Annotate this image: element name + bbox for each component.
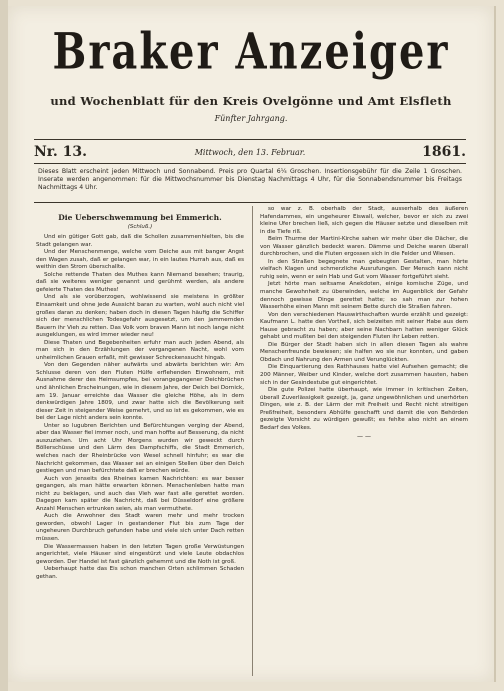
masthead-subtitle: und Wochenblatt für den Kreis Ovelgönne und Amt Elsfleth <box>50 94 452 108</box>
column-divider <box>252 206 253 676</box>
paragraph: Und der Menschenmenge, welche vom Deiche aus mit banger Angst den Wagen zusah, daß er gelangen war, in ein lautes Hurrah aus, daß es weithin den Strom überschallte. <box>36 249 244 271</box>
masthead-title: Braker Anzeiger <box>52 22 450 81</box>
paragraph: Auch die Anwohner des Stadt waren mehr und mehr trocken geworden, obwohl Lager in gestandener Flut bis zum Tage der ungeheuren Durchbruch gefunden habe und viele sich unter Dach retten müssen. <box>36 513 244 542</box>
header-rule-top <box>34 139 466 140</box>
paragraph: so war z. B. oberhalb der Stadt, ausserhalb des äußeren Hafendammes, ein ungeheurer Eiswall, welcher, bevor er sich zu zwei kleine Ufer brechen ließ, sich gegen die Häuser setzte und dieselben mit in die Tiefe riß. <box>260 206 468 235</box>
article-continuation: (Schluß.) <box>127 223 153 230</box>
paragraph: Die Wassermassen haben in den letzten Tagen große Verwüstungen angerichtet, viele Häuser sind eingestürzt und viele Leute obdachlos geworden. Der Handel ist fast gänzlich gehemmt und die Noth ist groß. <box>36 543 244 565</box>
issue-date: Mittwoch, den 13. Februar. <box>194 148 306 157</box>
edition-line: Fünfter Jahrgang. <box>214 114 288 123</box>
subscription-notice: Dieses Blatt erscheint jeden Mittwoch und Sonnabend. Preis pro Quartal 6¼ Groschen. Insertionsgebühr für die Zeile 1 Groschen. Inserate werden angenommen: für die Mittwochsnummer bis Dienstag Nachmittags 4 Uhr, für die Sonnabendsnummer bis Freitags Nachmittags 4 Uhr. <box>38 168 462 192</box>
issue-number: Nr. 13. <box>34 144 87 160</box>
paragraph: Und ein gütiger Gott gab, daß die Schollen zusammenhielten, bis die Stadt gelangen war. <box>36 234 244 248</box>
article-column-right <box>260 206 468 442</box>
notice-rule <box>34 202 466 203</box>
paragraph: Die Einquartierung des Rathhauses hatte viel Aufsehen gemacht; die 200 Männer, Weiber und Kinder, welche dort zusammen hausten, haben sich in der Gesindestube gut eingerichtet. <box>260 364 468 386</box>
article-column-left <box>36 214 244 581</box>
paragraph: Von den verschiedenen Hauswirthschaften wurde erzählt und gezeigt: Kaufmann L. hatte den Vortheil, sich beizeiten mit seiner Habe aus dem Hause gebracht zu haben; aber seine Nachbarn hatten weniger Glück gehabt und mußten bei den steigenden Fluten ihr Leben retten. <box>260 311 468 341</box>
paragraph: Auch von jenseits des Rheines kamen Nachrichten: es war besser gegangen, als man hätte erwarten können. Menschenleben hatte man nicht zu beklagen, und auch das Vieh war fast alle gerettet worden. Dagegen kam später die Nachricht, daß bei Düsseldorf eine größere Anzahl Menschen ertrunken seien, als man vermuthete. <box>36 475 244 512</box>
paragraph: Von den Gegenden näher aufwärts und abwärts berichten wir: Am Schlusse deren von den Fluten Hülfe erflehenden Einwohnern, mit Ausnahme derer des Heimsumpfes, bei vorangegangener Deichbrüchen und ähnlichen Erscheinungen, wie in diesem Jahre, der Deich bei Dornick, am 19. Januar erreichte das Wasser die gleiche Höhe, als in dem denkwürdigen Jahre 1809, und zwar hatte sich die Bevölkerung seit dieser Zeit in steigender Weise gemehrt, und so ist es gekommen, wie es bei der Lage nicht anders sein konnte. <box>36 362 244 422</box>
right-paragraphs <box>260 206 468 432</box>
paragraph: Solche rettende Thaten des Muthes kann Niemand besehen; traurig, daß sie weiteres weniger genannt und gerühmt werden, als andere gefeierte Thaten des Muthes! <box>36 271 244 293</box>
paragraph: Die gute Polizei hatte überhaupt, wie immer in kritischen Zeiten, überall Zuverlässigkeit gezeigt, ja, ganz ungewöhnlichen und unerhörten Dingen, wie z. B. der Lärm der mit Freiheit und Recht nicht streitigen Preßfreiheit, besonders Abhülfe geschafft und damit die von Behörden gezeigte Vorsicht zu würdigen gewußt; es fehlte also nicht an einem Bedarf des Volkes. <box>260 387 468 431</box>
paragraph: Diese Thaten und Begebenheiten erfuhr man auch jeden Abend, als man sich in den Erzählungen der vergangenen Nacht, wohl vom unheimlichen Grauen erfaßt, mit gewisser Schreckenssucht hingab. <box>36 339 244 361</box>
paragraph: Und als sie vorüberzogen, wohlwissend sie meistens in größter Einsamkeit und ohne jede Aussicht baran zu warten, wohl auch nicht viel großes daran zu denken; haben doch in diesen Tagen häufig die Schiffer sich der menschlichen Todesgefahr ausgesetzt, um den jammernden Bauern ihr Vieh zu retten. Das Volk vom braven Mann ist noch lange nicht ausgeklungen, es wird immer wieder neu! <box>36 294 244 339</box>
paragraph: Die Bürger der Stadt haben sich in allen diesen Tagen als wahre Menschenfreunde bewiesen; sie halfen wo sie nur konnten, und gaben Obdach und Nahrung den Armen und Verunglückten. <box>260 341 468 363</box>
paragraph: Ueberhaupt hatte das Eis schon manchen Orten schlimmen Schaden gethan. <box>36 566 244 580</box>
page-edge <box>0 0 8 691</box>
newspaper-page <box>8 6 496 682</box>
header-rule-bottom <box>34 163 466 164</box>
paragraph: Unter so lugubren Berichten und Befürchtungen verging der Abend, aber das Wasser fiel immer noch, und man hoffte auf Besserung, da nicht auszuziehen. Um acht Uhr Morgens wurden wir geweckt durch Böllerschüsse und den Lärm des Dampfschiffs, die Stadt Emmerich, welches nach der Rheinbrücke von Wesel schnell hinfuhr; es war die Nachricht gekommen, das Wasser sei an einigen Stellen über den Deich gestiegen und man befürchtete daß er brechen würde. <box>36 422 244 475</box>
end-mark: — — <box>357 433 371 441</box>
issue-year: 1861. <box>422 144 466 160</box>
paragraph: Beim Thurme der Martini-Kirche sahen wir mehr über die Dächer, die von Wasser gänzlich bedeckt waren. Dämme und Deiche waren überall durchbrochen, und die Fluten ergossen sich in die Felder und Wiesen. <box>260 236 468 258</box>
paragraph: Jetzt hörte man seltsame Anekdoten, einige komische Züge, und manche Gewohnheit zu überwinden, welche im Augenblick der Gefahr dennoch gewisse Dinge gerettet hatte; so sah man zur hohen Wasserhöhe einen Mann mit seinem Bette durch die Straßen fahren. <box>260 281 468 311</box>
article-title: Die Ueberschwemmung bei Emmerich. <box>58 214 222 222</box>
left-paragraphs <box>36 234 244 581</box>
issue-row <box>34 144 466 162</box>
paragraph: In den Straßen begegnete man gebeugten Gestalten, man hörte vielfach Klagen und schmerzliche Ausrufungen. Der Mensch kann nicht ruhig sein, wenn er sein Hab und Gut vom Wasser fortgeführt sieht. <box>260 258 468 280</box>
